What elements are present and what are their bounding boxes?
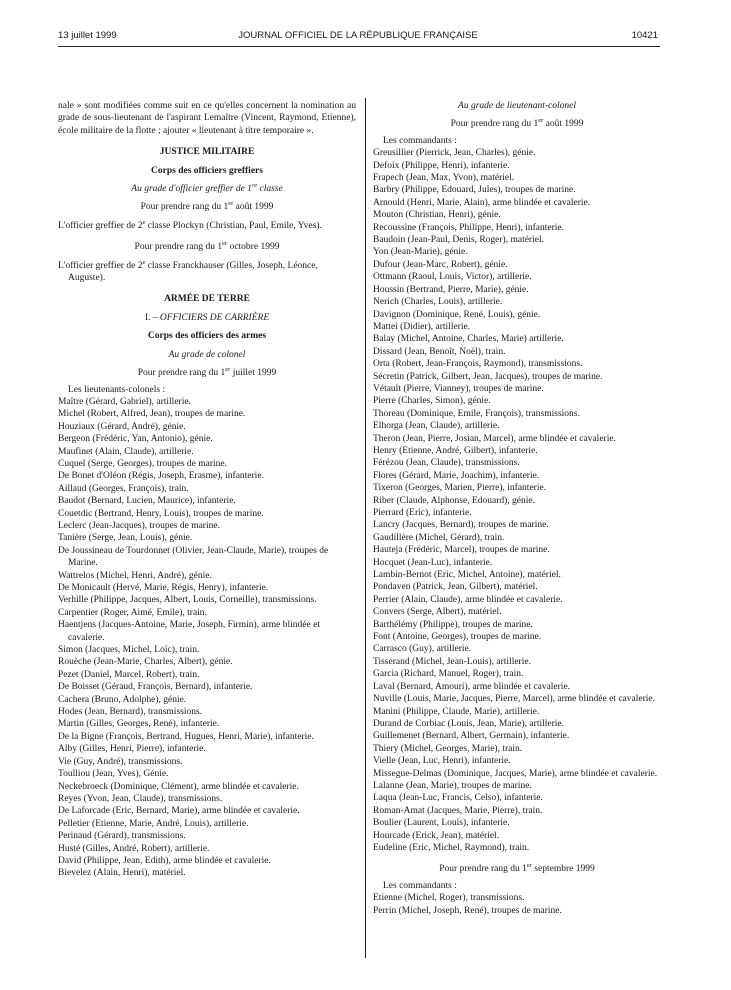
name-entry: Frapech (Jean, Max, Yvon), matériel.	[373, 173, 515, 184]
name-entry: Bergeon (Frédéric, Yan, Antonio), génie.	[58, 434, 213, 445]
name-entry: Verhille (Philippe, Jacques, Albert, Louis, Corneille), transmissions.	[58, 595, 317, 606]
name-entry: Wattrelos (Michel, Henri, André), génie.	[58, 570, 212, 581]
rang-date-aout-right: Pour prendre rang du 1er août 1999	[450, 117, 584, 130]
section-heading-justice: JUSTICE MILITAIRE	[159, 147, 255, 158]
name-entry: Cachera (Bruno, Adolphe), génie.	[58, 694, 187, 705]
name-entry: Lancry (Jacques, Bernard), troupes de marine.	[373, 520, 549, 531]
promotion-list-septembre	[373, 892, 661, 917]
name-entry: Thiery (Michel, Georges, Marie), train.	[373, 743, 523, 754]
name-entry: Nerich (Charles, Louis), artillerie.	[373, 297, 503, 308]
name-entry: Tanière (Serge, Jean, Louis), génie.	[58, 533, 193, 544]
name-entry: De la Bigne (François, Bertrand, Hugues, Henri, Marie), infanterie.	[58, 731, 314, 742]
name-entry: Recoussine (François, Philippe, Henri), infanterie.	[373, 222, 565, 233]
header-rule	[58, 46, 660, 47]
name-entry: Tixeron (Georges, Marien, Pierre), infanterie.	[373, 483, 547, 494]
name-entry: Henry (Etienne, André, Gilbert), infanterie.	[373, 445, 538, 456]
subsection-heading-carriere: I. – OFFICIERS DE CARRIÈRE	[144, 312, 270, 323]
name-entry: Hourcade (Erick, Jean), matériel.	[373, 830, 500, 841]
name-entry: Cuquel (Serge, Georges), troupes de marine.	[58, 458, 228, 469]
name-entry: Michel (Robert, Alfred, Jean), troupes de marine.	[58, 409, 246, 420]
name-entry: Dufour (Jean-Marc, Robert), génie.	[373, 259, 508, 270]
name-entry: Pierre (Charles, Simon), génie.	[373, 396, 491, 407]
promotion-list-colonels	[58, 396, 356, 880]
name-entry: Hauteja (Frédéric, Marcel), troupes de marine.	[373, 545, 550, 556]
name-entry: Mattei (Didier), artillerie.	[373, 321, 471, 332]
name-entry: Houssin (Bertrand, Pierre, Marie), génie.	[373, 284, 529, 295]
entry-franckhauser: L'officier greffier de 2e classe Franckhauser (Gilles, Joseph, Léonce, Auguste).	[58, 258, 318, 284]
grade-heading-greffier: Au grade d'officier greffier de 1re classe	[131, 181, 283, 195]
name-entry: Greusillier (Pierrick, Jean, Charles), génie.	[373, 148, 536, 159]
rang-date-octobre: Pour prendre rang du 1er octobre 1999	[134, 240, 280, 253]
name-entry: De Joussineau de Tourdonnet (Olivier, Jean-Claude, Marie), troupes de Marine.	[58, 545, 329, 569]
rang-date-juillet: Pour prendre rang du 1er juillet 1999	[137, 365, 277, 379]
intro-paragraph: nale » sont modifiées comme suit en ce qu'elles concernent la nomination au grade de sous-lieutenant de l'aspirant Lemaître (Vincent, Raymond, Etienne), école militaire de la flotte ; ajouter « lieutenant à titre temporaire ».	[58, 101, 356, 136]
name-entry: Lambin-Bernot (Eric, Michel, Antoine), matériel.	[373, 570, 561, 581]
name-entry: Tisserand (Michel, Jean-Louis), artillerie.	[373, 656, 531, 667]
name-entry: De Bonet d'Oléon (Régis, Joseph, Erasme), infanterie.	[58, 471, 264, 482]
grade-heading-colonel: Au grade de colonel	[168, 349, 246, 360]
name-entry: Ottmann (Raoul, Louis, Victor), artillerie.	[373, 272, 532, 283]
name-entry: Theron (Jean, Pierre, Josian, Marcel), arme blindée et cavalerie.	[373, 433, 616, 444]
name-entry: Carrasco (Guy), artillerie.	[373, 644, 472, 655]
name-entry: Pelletier (Etienne, Marie, André, Louis), artillerie.	[58, 818, 249, 829]
name-entry: Couetdic (Bertrand, Henry, Louis), troupes de marine.	[58, 508, 264, 519]
name-entry: Hodes (Jean, Bernard), transmissions.	[58, 707, 203, 718]
name-entry: Férézou (Jean, Claude), transmissions.	[373, 458, 520, 469]
name-entry: Perinaud (Gérard), transmissions.	[58, 831, 186, 842]
name-entry: Etienne (Michel, Roger), transmissions.	[373, 893, 525, 904]
name-entry: Nuville (Louis, Marie, Jacques, Pierre, Marcel), arme blindée et cavalerie.	[373, 694, 655, 705]
name-entry: Barbry (Philippe, Edouard, Jules), troupes de marine.	[373, 185, 576, 196]
section-heading-armee: ARMÉE DE TERRE	[164, 294, 250, 305]
name-entry: Pierrard (Eric), infanterie.	[373, 508, 472, 518]
name-entry: Barthélémy (Philippe), troupes de marine.	[373, 619, 533, 630]
page-number: 10421	[631, 30, 658, 41]
right-column	[373, 100, 661, 917]
name-entry: Elhorga (Jean, Claude), artillerie.	[373, 421, 500, 432]
name-entry: Rouèche (Jean-Marie, Charles, Albert), génie.	[58, 657, 233, 668]
name-entry: Dissard (Jean, Benoît, Noël), train.	[373, 346, 506, 357]
left-column	[58, 100, 356, 880]
name-entry: Yon (Jean-Marie), génie.	[373, 247, 468, 258]
name-entry: Arnould (Henri, Marie, Alain), arme blindée et cavalerie.	[373, 197, 591, 208]
name-entry: Orta (Robert, Jean-François, Raymond), transmissions.	[373, 359, 583, 370]
name-entry: De Boisset (Géraud, François, Bernard), infanterie.	[58, 682, 253, 693]
name-entry: Vétault (Pierre, Vianney), troupes de marine.	[373, 383, 544, 394]
name-entry: Balay (Michel, Antoine, Charles, Marie) artillerie.	[373, 334, 564, 345]
name-entry: Roman-Amat (Jacques, Marie, Pierre), train.	[373, 805, 543, 816]
grade-heading-lieutenant-colonel: Au grade de lieutenant-colonel	[458, 101, 576, 111]
label-commandants-2: Les commandants :	[383, 880, 457, 891]
name-entry: Neckebroeck (Dominique, Clément), arme blindée et cavalerie.	[58, 781, 299, 792]
name-entry: Vielle (Jean, Luc, Henri), infanterie.	[373, 756, 511, 767]
column-divider	[365, 98, 366, 958]
name-entry: Laval (Bernard, Amouri), arme blindée et cavalerie.	[373, 681, 571, 692]
name-entry: Boulier (Laurent, Louis), infanterie.	[373, 818, 510, 829]
label-commandants: Les commandants :	[383, 135, 457, 146]
name-entry: Pezet (Daniel, Marcel, Robert), train.	[58, 669, 200, 680]
page-header	[58, 30, 658, 44]
name-entry: Haentjens (Jacques-Antoine, Marie, Joseph, Firmin), arme blindée et cavalerie.	[58, 620, 320, 643]
name-entry: Maître (Gérard, Gabriel), artillerie.	[58, 396, 191, 407]
name-entry: Toulliou (Jean, Yves), Génie.	[58, 769, 169, 780]
name-entry: Baudoin (Jean-Paul, Denis, Roger), matériel.	[373, 235, 544, 246]
name-entry: Garcia (Richard, Manuel, Roger), train.	[373, 669, 524, 680]
name-entry: Reyes (Yvon, Jean, Claude), transmissions.	[58, 793, 223, 804]
name-entry: Bievelez (Alain, Henri), matériel.	[58, 868, 186, 879]
promotion-list-lieutenant-colonels	[373, 147, 661, 854]
name-entry: Maufinet (Alain, Claude), artillerie.	[58, 446, 194, 457]
name-entry: Flores (Gérard, Marie, Joachim), infanterie.	[373, 470, 540, 481]
name-entry: Manini (Philippe, Claude, Marie), artillerie.	[373, 706, 540, 717]
name-entry: Laqua (Jean-Luc, Francis, Celso), infanterie.	[373, 793, 543, 804]
name-entry: Baudot (Bernard, Lucien, Maurice), infanterie.	[58, 496, 236, 507]
name-entry: Pondaven (Patrick, Jean, Gilbert), matériel.	[373, 582, 538, 593]
name-entry: Hocquet (Jean-Luc), infanterie.	[373, 557, 493, 568]
name-entry: Carpentier (Roger, Aimé, Emile), train.	[58, 607, 207, 618]
journal-title: JOURNAL OFFICIEL DE LA RÉPUBLIQUE FRANÇAISE	[238, 30, 478, 41]
name-entry: Eudeline (Eric, Michel, Raymond), train.	[373, 842, 530, 853]
name-entry: Defoix (Philippe, Henri), infanterie.	[373, 160, 510, 171]
name-entry: Leclerc (Jean-Jacques), troupes de marine.	[58, 520, 220, 531]
name-entry: Guillemenet (Bernard, Albert, Germain), infanterie.	[373, 731, 570, 742]
name-entry: Durand de Corbiac (Louis, Jean, Marie), artillerie.	[373, 718, 564, 729]
name-entry: Riber (Claude, Alphonse, Edouard), génie.	[373, 495, 535, 506]
entry-plockyn: L'officier greffier de 2e classe Plockyn (Christian, Paul, Emile, Yves).	[58, 218, 322, 231]
name-entry: Houziaux (Gérard, André), génie.	[58, 421, 186, 432]
name-entry: Lalanne (Jean, Marie), troupes de marine.	[373, 780, 532, 791]
name-entry: Sécretin (Patrick, Gilbert, Jean, Jacques), troupes de marine.	[373, 371, 603, 382]
issue-date: 13 juillet 1999	[58, 30, 117, 41]
label-lieutenants-colonels: Les lieutenants-colonels :	[68, 384, 166, 395]
name-entry: Convers (Serge, Albert), matériel.	[373, 607, 502, 618]
name-entry: Thoreau (Dominique, Emile, François), transmissions.	[373, 408, 580, 419]
name-entry: David (Philippe, Jean, Edith), arme blindée et cavalerie.	[58, 855, 271, 866]
rang-date-aout: Pour prendre rang du 1er août 1999	[140, 200, 274, 213]
name-entry: Mouton (Christian, Henri), génie.	[373, 210, 501, 221]
name-entry: De Laforcade (Eric, Bernard, Marie), arme blindée et cavalerie.	[58, 806, 300, 817]
name-entry: Davignon (Dominique, René, Louis), génie.	[373, 309, 541, 320]
corps-heading-armes: Corps des officiers des armes	[147, 331, 267, 342]
name-entry: Missegue-Delmas (Dominique, Jacques, Marie), arme blindée et cavalerie.	[373, 768, 658, 779]
name-entry: Husté (Gilles, André, Robert), artillerie.	[58, 843, 210, 854]
name-entry: Martin (Gilles, Georges, René), infanterie.	[58, 719, 220, 730]
name-entry: Font (Antoine, Georges), troupes de marine.	[373, 632, 542, 643]
corps-heading-greffiers: Corps des officiers greffiers	[151, 165, 263, 176]
name-entry: Vie (Guy, André), transmissions.	[58, 756, 183, 767]
name-entry: Aillaud (Georges, François), train.	[58, 483, 189, 494]
name-entry: Gaudillère (Michel, Gérard), train.	[373, 532, 505, 543]
name-entry: Perrin (Michel, Joseph, René), troupes de marine.	[373, 905, 562, 916]
name-entry: Perrier (Alain, Claude), arme blindée et cavalerie.	[373, 594, 563, 605]
rang-date-septembre: Pour prendre rang du 1er septembre 1999	[439, 862, 595, 875]
name-entry: Simon (Jacques, Michel, Loïc), train.	[58, 645, 200, 656]
name-entry: Alby (Gilles, Henri, Pierre), infanterie.	[58, 744, 206, 755]
name-entry: De Monicault (Hervé, Marie, Régis, Henry), infanterie.	[58, 583, 269, 593]
